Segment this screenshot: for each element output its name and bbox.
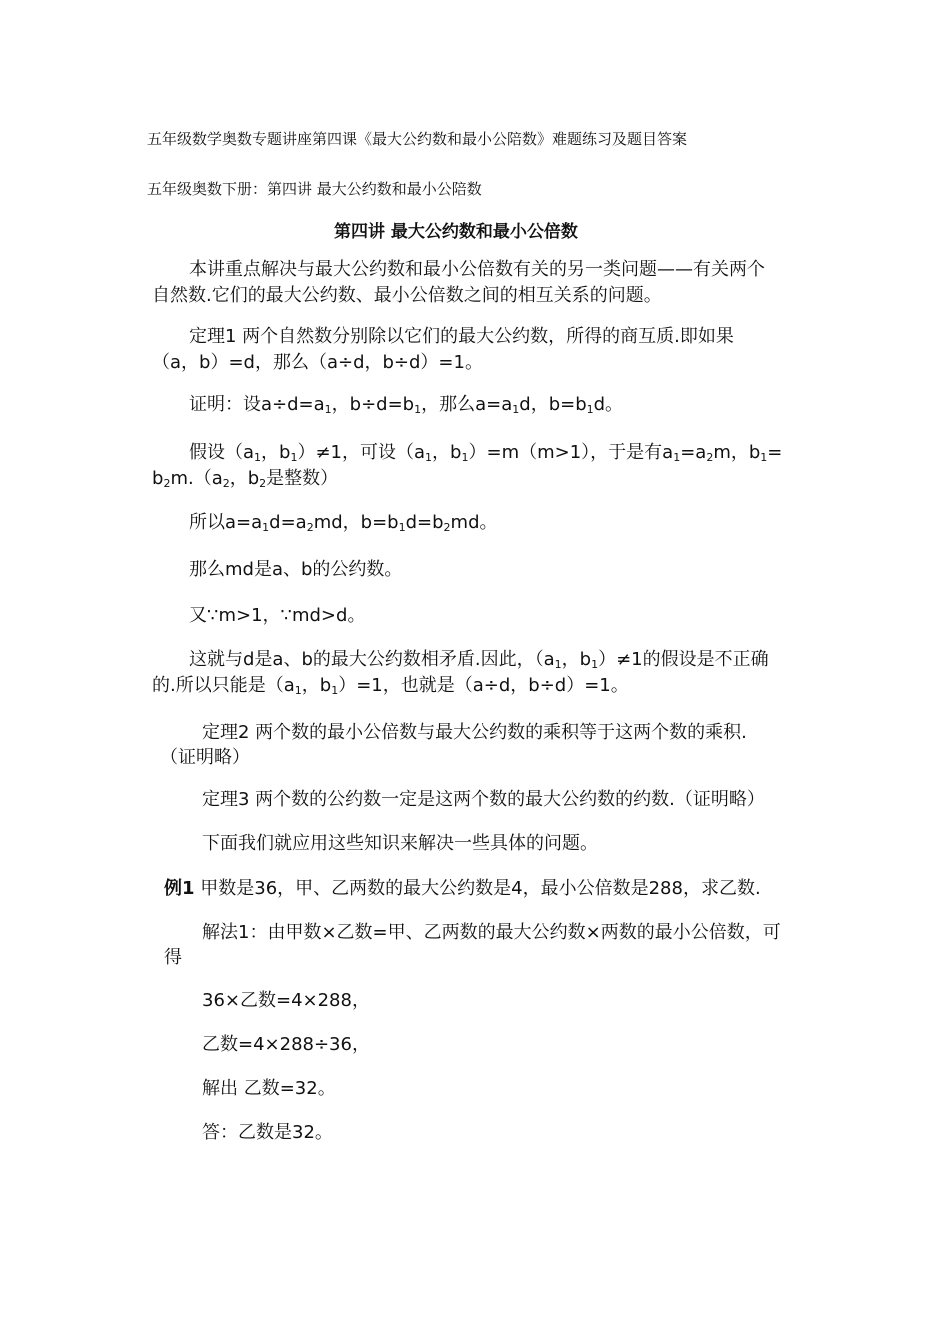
proof-line-5: 那么md是a、b的公约数。 <box>189 559 403 580</box>
example1-answer: 答：乙数是32。 <box>202 1122 333 1143</box>
example1-label: 例1 <box>164 878 195 899</box>
header-line-2: 五年级奥数下册：第四讲 最大公约数和最小公陪数 <box>147 180 482 198</box>
theorem3: 定理3 两个数的公约数一定是这两个数的最大公约数的约数.（证明略） <box>202 789 765 810</box>
proof-line-6: 又∵m>1，∵md>d。 <box>189 605 366 626</box>
example1-method-line-2: 得 <box>164 947 182 968</box>
proof-line-3: $b_2m.(a_2$，$b_2$是整数） <box>152 468 339 490</box>
theorem1-line-1: 定理1 两个自然数分别除以它们的最大公约数，所得的商互质.即如果 <box>189 326 734 347</box>
proof-line-7: 这就与d是a、b的最大公约数相矛盾.因此，（$a_1$，$b_1)\ne 1$的假设是不正确 <box>189 649 769 671</box>
proof-line-4: 所以$a=a_1d=a_2md$，$b=b_1d=b_2md$。 <box>189 512 498 534</box>
example1-question: 例1 甲数是36，甲、乙两数的最大公约数是4，最小公倍数是288，求乙数. <box>164 878 761 899</box>
transition-text: 下面我们就应用这些知识来解决一些具体的问题。 <box>202 833 598 854</box>
theorem1-line-2: （a，b）=d，那么（a÷d，b÷d）=1。 <box>152 352 483 373</box>
theorem2-line-2: （证明略） <box>160 747 250 768</box>
intro-line-1: 本讲重点解决与最大公约数和最小公倍数有关的另一类问题——有关两个 <box>189 259 765 280</box>
intro-line-2: 自然数.它们的最大公约数、最小公倍数之间的相互关系的问题。 <box>152 285 662 306</box>
example1-step-1: 36×乙数=4×288， <box>202 990 370 1011</box>
proof-line-1: 证明：设$a\div d=a_1$，$b\div d=b_1$，那么$a=a_1d$，$b=b_1d$。 <box>189 394 624 416</box>
example1-step-2: 乙数=4×288÷36， <box>202 1034 370 1055</box>
proof-line-2: 假设（$a_1$，$b_1)\ne 1$，可设（$a_1$，$b_1)=m(m>1)$，于是有$a_1=a_2m$，$b_1=$ <box>189 442 783 464</box>
theorem2-line-1: 定理2 两个数的最小公倍数与最大公约数的乘积等于这两个数的乘积. <box>202 722 747 743</box>
lecture-title: 第四讲 最大公约数和最小公倍数 <box>334 222 578 242</box>
proof-line-8: 的.所以只能是（$a_1$，$b_1)=1$，也就是（a÷d，b÷d）=1。 <box>152 675 629 697</box>
example1-step-3: 解出 乙数=32。 <box>202 1078 336 1099</box>
header-line-1: 五年级数学奥数专题讲座第四课《最大公约数和最小公陪数》难题练习及题目答案 <box>147 130 688 148</box>
example1-method-line-1: 解法1：由甲数×乙数=甲、乙两数的最大公约数×两数的最小公倍数，可 <box>202 922 781 943</box>
